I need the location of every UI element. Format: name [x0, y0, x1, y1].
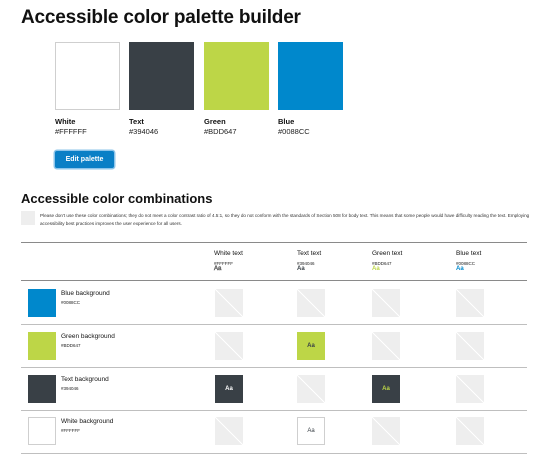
- row-name: White background: [61, 418, 114, 425]
- palette-hex-blue: #0088CC: [278, 127, 310, 136]
- row-name: Text background: [61, 376, 109, 383]
- palette-swatch-green[interactable]: [204, 42, 269, 110]
- column-sample: Aa: [214, 266, 222, 272]
- cell-not-accessible: [456, 375, 484, 403]
- row-name: Green background: [61, 333, 115, 340]
- cell-not-accessible: [215, 289, 243, 317]
- palette-name-green: Green: [204, 117, 226, 126]
- column-hex: #0088CC: [456, 261, 476, 266]
- column-name: Text text: [297, 250, 322, 257]
- row-name: Blue background: [61, 290, 110, 297]
- row-divider: [21, 367, 527, 368]
- column-sample: Aa: [297, 266, 305, 272]
- palette-swatch-white[interactable]: [55, 42, 120, 110]
- palette-hex-green: #BDD647: [204, 127, 237, 136]
- row-swatch: [28, 375, 56, 403]
- cell-accessible: Aa: [297, 417, 325, 445]
- column-name: Green text: [372, 250, 403, 257]
- column-hex: #FFFFFF: [214, 261, 233, 266]
- cell-not-accessible: [372, 289, 400, 317]
- column-sample: Aa: [372, 266, 380, 272]
- cell-not-accessible: [297, 289, 325, 317]
- column-hex: #394046: [297, 261, 315, 266]
- edit-palette-button[interactable]: Edit palette: [55, 151, 114, 168]
- cell-not-accessible: [215, 332, 243, 360]
- cell-not-accessible: [297, 375, 325, 403]
- column-name: White text: [214, 250, 243, 257]
- row-hex: #394046: [61, 386, 79, 391]
- row-swatch: [28, 289, 56, 317]
- column-hex: #BDD647: [372, 261, 392, 266]
- table-top-divider: [21, 242, 527, 243]
- page-title: Accessible color palette builder: [21, 7, 301, 28]
- cell-not-accessible: [372, 417, 400, 445]
- cell-not-accessible: [372, 332, 400, 360]
- palette-name-white: White: [55, 117, 76, 126]
- row-swatch: [28, 332, 56, 360]
- palette-hex-text: #394046: [129, 127, 159, 136]
- cell-accessible: Aa: [297, 332, 325, 360]
- palette-swatch-blue[interactable]: [278, 42, 343, 110]
- column-name: Blue text: [456, 250, 482, 257]
- column-sample: Aa: [456, 266, 464, 272]
- row-swatch: [28, 417, 56, 445]
- row-hex: #FFFFFF: [61, 428, 80, 433]
- palette-swatch-text[interactable]: [129, 42, 194, 110]
- palette-name-blue: Blue: [278, 117, 295, 126]
- row-divider: [21, 324, 527, 325]
- header-divider: [21, 280, 527, 281]
- warning-icon: [21, 211, 35, 225]
- cell-not-accessible: [456, 289, 484, 317]
- warning-text: Please don't use these color combinations; they do not meet a color contrast ratio of 4.5:1, so they do not conform with the standards of Section 508 for body text. This means that some people would have difficulty reading the text. Employing accessibility best practices improves the user experience for all users.: [40, 213, 530, 226]
- cell-accessible: Aa: [215, 375, 243, 403]
- cell-accessible: Aa: [372, 375, 400, 403]
- cell-not-accessible: [456, 332, 484, 360]
- palette-hex-white: #FFFFFF: [55, 127, 87, 136]
- row-divider: [21, 410, 527, 411]
- section-title: Accessible color combinations: [21, 191, 213, 206]
- table-bottom-divider: [21, 453, 527, 454]
- row-hex: #0088CC: [61, 300, 81, 305]
- cell-not-accessible: [456, 417, 484, 445]
- row-hex: #BDD647: [61, 343, 81, 348]
- palette-name-text: Text: [129, 117, 144, 126]
- cell-not-accessible: [215, 417, 243, 445]
